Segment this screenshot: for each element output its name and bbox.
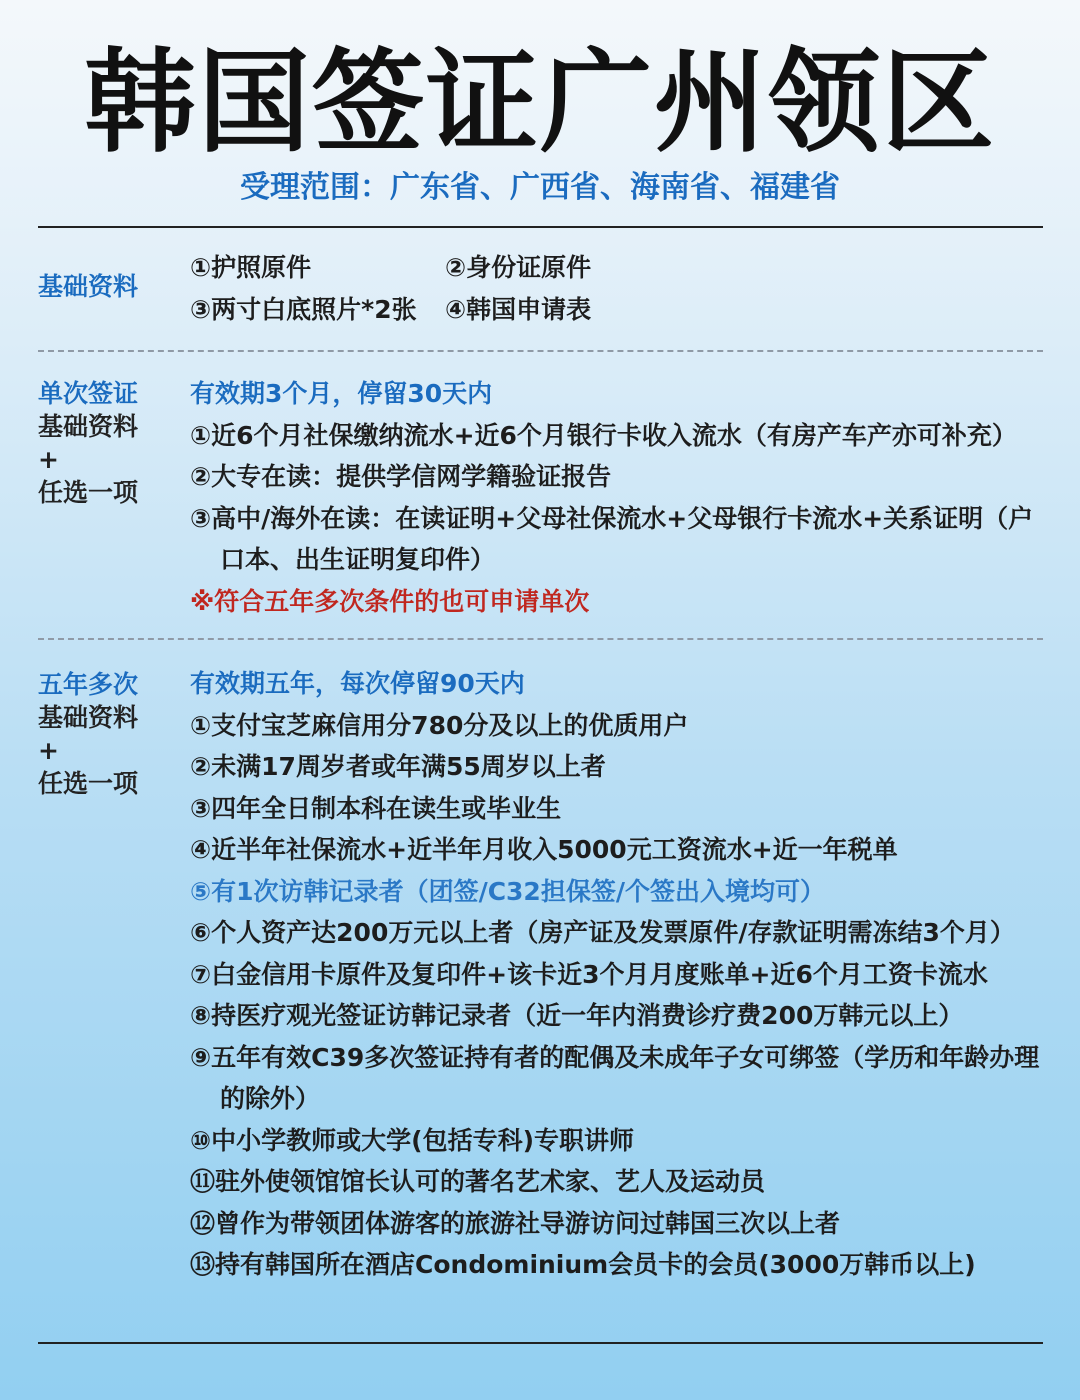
multi-item: ②未满17周岁者或年满55周岁以上者 bbox=[190, 752, 606, 781]
multi-section-label bbox=[38, 668, 138, 800]
multi-item-highlight: ⑤有1次访韩记录者（团签/C32担保签/个签出入境均可） bbox=[190, 876, 825, 906]
single-item: ①近6个月社保缴纳流水+近6个月银行卡收入流水（有房产车产亦可补充） bbox=[190, 420, 1017, 450]
multi-label-title: 五年多次 bbox=[38, 670, 139, 699]
multi-label-line1: 基础资料 bbox=[38, 703, 139, 732]
single-item: ③高中/海外在读：在读证明+父母社保流水+父母银行卡流水+关系证明（户口本、出生证明复印件） bbox=[190, 503, 1034, 574]
single-item: ②大专在读：提供学信网学籍验证报告 bbox=[190, 462, 612, 491]
multi-label-plus: + bbox=[38, 736, 59, 765]
single-label-line1: 基础资料 bbox=[38, 412, 139, 441]
multi-item: ⑦白金信用卡原件及复印件+该卡近3个月月度账单+近6个月工资卡流水 bbox=[190, 959, 988, 989]
multi-item: ⑥个人资产达200万元以上者（房产证及发票原件/存款证明需冻结3个月） bbox=[190, 918, 1015, 947]
multi-item: ⑨五年有效C39多次签证持有者的配偶及未成年子女可绑签（学历和年龄办理的除外） bbox=[190, 1042, 1040, 1113]
single-items bbox=[190, 373, 1040, 622]
section-divider bbox=[38, 350, 1043, 352]
basic-item: ④韩国申请表 bbox=[445, 294, 592, 324]
single-section-label bbox=[38, 377, 138, 509]
basic-item: ②身份证原件 bbox=[445, 253, 592, 282]
multi-item: ④近半年社保流水+近半年月收入5000元工资流水+近一年税单 bbox=[190, 835, 898, 864]
single-label-plus: + bbox=[38, 445, 59, 474]
basic-label-text: 基础资料 bbox=[38, 272, 139, 301]
bottom-divider bbox=[38, 1342, 1043, 1344]
multi-item: ⑩中小学教师或大学(包括专科)专职讲师 bbox=[190, 1125, 635, 1155]
multi-item: ③四年全日制本科在读生或毕业生 bbox=[190, 793, 562, 823]
basic-section-label bbox=[38, 270, 138, 303]
multi-items bbox=[190, 663, 1040, 1286]
basic-item: ③两寸白底照片*2张 bbox=[190, 294, 417, 324]
basic-item: ①护照原件 bbox=[190, 253, 312, 282]
multi-label-line2: 任选一项 bbox=[38, 769, 139, 798]
single-label-line2: 任选一项 bbox=[38, 478, 139, 507]
basic-items bbox=[190, 247, 1040, 330]
page-title: 韩国签证广州领区 bbox=[84, 38, 996, 168]
section-divider bbox=[38, 638, 1043, 640]
multi-item: ⑫曾作为带领团体游客的旅游社导游访问过韩国三次以上者 bbox=[190, 1208, 841, 1238]
multi-item: ⑬持有韩国所在酒店Condominium会员卡的会员(3000万韩币以上) bbox=[190, 1250, 976, 1279]
single-label-title: 单次签证 bbox=[38, 379, 139, 408]
multi-heading: 有效期五年，每次停留90天内 bbox=[190, 669, 525, 698]
single-heading: 有效期3个月，停留30天内 bbox=[190, 379, 493, 408]
multi-item: ⑪驻外使领馆馆长认可的著名艺术家、艺人及运动员 bbox=[190, 1167, 766, 1196]
single-note: ※符合五年多次条件的也可申请单次 bbox=[190, 586, 590, 616]
top-divider bbox=[38, 226, 1043, 228]
page-subtitle: 受理范围：广东省、广西省、海南省、福建省 bbox=[240, 170, 840, 205]
multi-item: ⑧持医疗观光签证访韩记录者（近一年内消费诊疗费200万韩元以上） bbox=[190, 1001, 964, 1030]
multi-item: ①支付宝芝麻信用分780分及以上的优质用户 bbox=[190, 710, 689, 740]
